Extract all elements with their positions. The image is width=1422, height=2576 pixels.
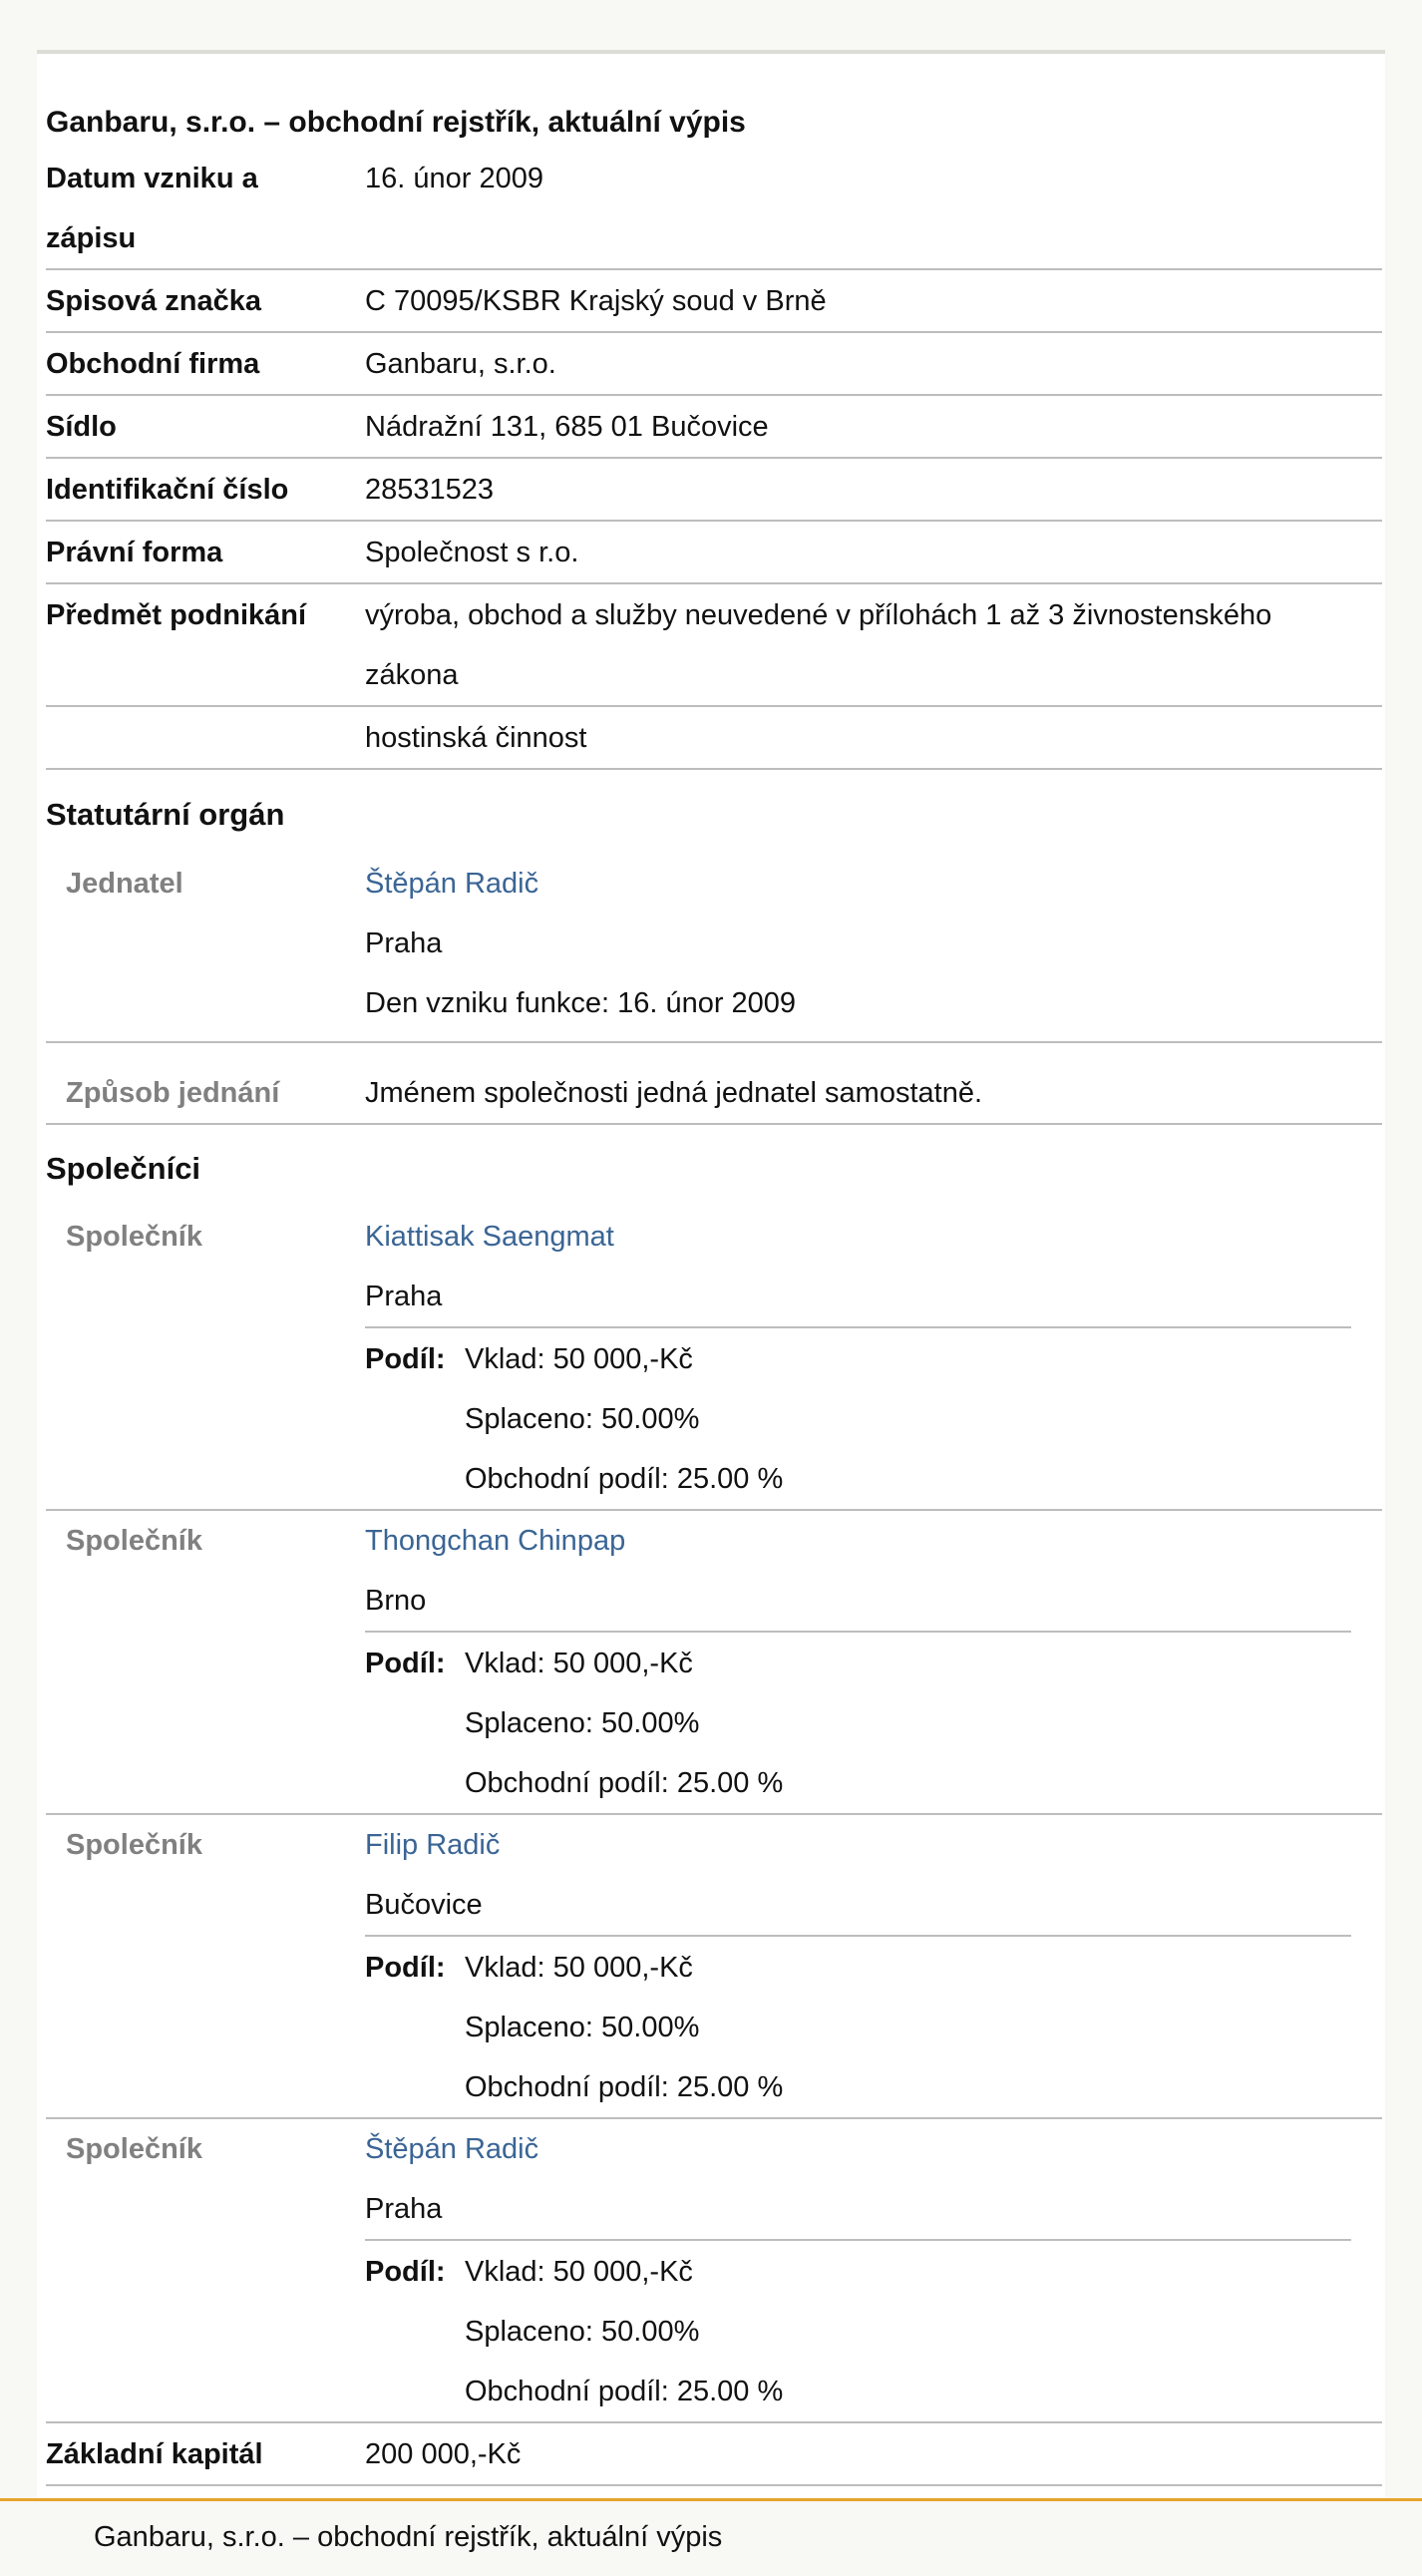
jednatel-details: [365, 854, 1382, 1041]
row-label: Sídlo: [46, 411, 117, 443]
row-label: Identifikační číslo: [46, 474, 289, 506]
person-link[interactable]: Štěpán Radič: [365, 868, 539, 900]
partner-city: Bučovice: [365, 1889, 483, 1921]
partner-block: [46, 1511, 1382, 1815]
share-percent: Obchodní podíl: 25.00 %: [465, 2071, 784, 2103]
row-value: Ganbaru, s.r.o.: [365, 348, 556, 380]
person-link[interactable]: Thongchan Chinpap: [365, 1525, 626, 1557]
footer-title: Ganbaru, s.r.o. – obchodní rejstřík, aktuální výpis: [94, 2521, 723, 2553]
partner-city: Praha: [365, 2193, 443, 2225]
share-label: Podíl:: [365, 1952, 446, 1984]
share-deposit: Vklad: 50 000,-Kč: [465, 1343, 693, 1375]
share-details: [465, 1634, 783, 1813]
page-title: Ganbaru, s.r.o. – obchodní rejstřík, aktuální výpis: [46, 106, 746, 139]
jednatel-since: Den vzniku funkce: 16. únor 2009: [365, 987, 797, 1019]
row-label: [46, 148, 365, 268]
row-label: Obchodní firma: [46, 348, 260, 380]
share-details: [465, 1329, 783, 1509]
share-block: [365, 2239, 1351, 2421]
row-label-line: Datum vzniku a: [46, 163, 258, 194]
partner-details: [365, 1207, 1382, 1509]
zpusob-jednani-label: Způsob jednání: [66, 1077, 280, 1109]
row-label: Právní forma: [46, 537, 223, 568]
register-extract-content: [46, 98, 1382, 2486]
share-paid: Splaceno: 50.00%: [465, 1403, 700, 1435]
row-value-line: zákona: [365, 659, 459, 691]
section-heading-statutory: Statutární orgán: [46, 797, 285, 832]
share-paid: Splaceno: 50.00%: [465, 2316, 700, 2348]
share-percent: Obchodní podíl: 25.00 %: [465, 2376, 784, 2407]
share-details: [465, 1938, 783, 2117]
share-label: Podíl:: [365, 1648, 446, 1679]
share-paid: Splaceno: 50.00%: [465, 2012, 700, 2043]
partner-block: [46, 2119, 1382, 2423]
row-value: 28531523: [365, 474, 495, 506]
partner-label: Společník: [66, 2133, 202, 2165]
row-spisova-znacka: [46, 270, 1382, 333]
person-link[interactable]: Filip Radič: [365, 1829, 501, 1861]
share-block: [365, 1326, 1351, 1509]
jednatel-block: [46, 854, 1382, 1043]
partner-city: Praha: [365, 1281, 443, 1312]
row-predmet-podnikani: [46, 584, 1382, 707]
row-pravni-forma: [46, 522, 1382, 584]
share-deposit: Vklad: 50 000,-Kč: [465, 1952, 693, 1984]
row-value: 16. únor 2009: [365, 163, 543, 194]
jednatel-label: Jednatel: [66, 868, 183, 900]
row-label-line: zápisu: [46, 222, 137, 254]
row-value-line: výroba, obchod a služby neuvedené v přílohách 1 až 3 živnostenského: [365, 599, 1272, 631]
row-label: [46, 707, 365, 768]
row-sidlo: [46, 396, 1382, 459]
row-value: [365, 584, 1382, 705]
partner-details: [365, 1511, 1382, 1813]
jednatel-city: Praha: [365, 927, 443, 959]
partner-block: [46, 1207, 1382, 1511]
partner-label: Společník: [66, 1829, 202, 1861]
row-label: Předmět podnikání: [46, 599, 307, 631]
row-label: Spisová značka: [46, 285, 261, 317]
partner-details: [365, 2119, 1382, 2421]
row-value: 200 000,-Kč: [365, 2438, 522, 2470]
share-block: [365, 1631, 1351, 1813]
row-label: Základní kapitál: [46, 2438, 263, 2470]
share-deposit: Vklad: 50 000,-Kč: [465, 2256, 693, 2288]
zpusob-jednani-value: Jménem společnosti jedná jednatel samostatně.: [365, 1077, 983, 1109]
share-deposit: Vklad: 50 000,-Kč: [465, 1648, 693, 1679]
share-percent: Obchodní podíl: 25.00 %: [465, 1767, 784, 1799]
register-extract-card: [37, 50, 1385, 2503]
partner-label: Společník: [66, 1221, 202, 1253]
row-zakladni-kapital: [46, 2423, 1382, 2486]
zpusob-jednani-block: [46, 1043, 1382, 1125]
share-percent: Obchodní podíl: 25.00 %: [465, 1463, 784, 1495]
footer-bar: [0, 2498, 1422, 2576]
share-details: [465, 2242, 783, 2421]
row-obchodni-firma: [46, 333, 1382, 396]
row-value: Společnost s r.o.: [365, 537, 579, 568]
partner-city: Brno: [365, 1585, 427, 1617]
row-datum-vzniku: [46, 148, 1382, 270]
partner-label: Společník: [66, 1525, 202, 1557]
share-label: Podíl:: [365, 2256, 446, 2288]
row-value: Nádražní 131, 685 01 Bučovice: [365, 411, 769, 443]
share-block: [365, 1935, 1351, 2117]
section-heading-partners: Společníci: [46, 1151, 201, 1186]
person-link[interactable]: Kiattisak Saengmat: [365, 1221, 614, 1253]
row-predmet-podnikani-2: [46, 707, 1382, 770]
partner-block: [46, 1815, 1382, 2119]
row-identifikacni-cislo: [46, 459, 1382, 522]
partner-details: [365, 1815, 1382, 2117]
share-label: Podíl:: [365, 1343, 446, 1375]
row-value: hostinská činnost: [365, 722, 587, 754]
person-link[interactable]: Štěpán Radič: [365, 2133, 539, 2165]
row-value: C 70095/KSBR Krajský soud v Brně: [365, 285, 827, 317]
share-paid: Splaceno: 50.00%: [465, 1707, 700, 1739]
